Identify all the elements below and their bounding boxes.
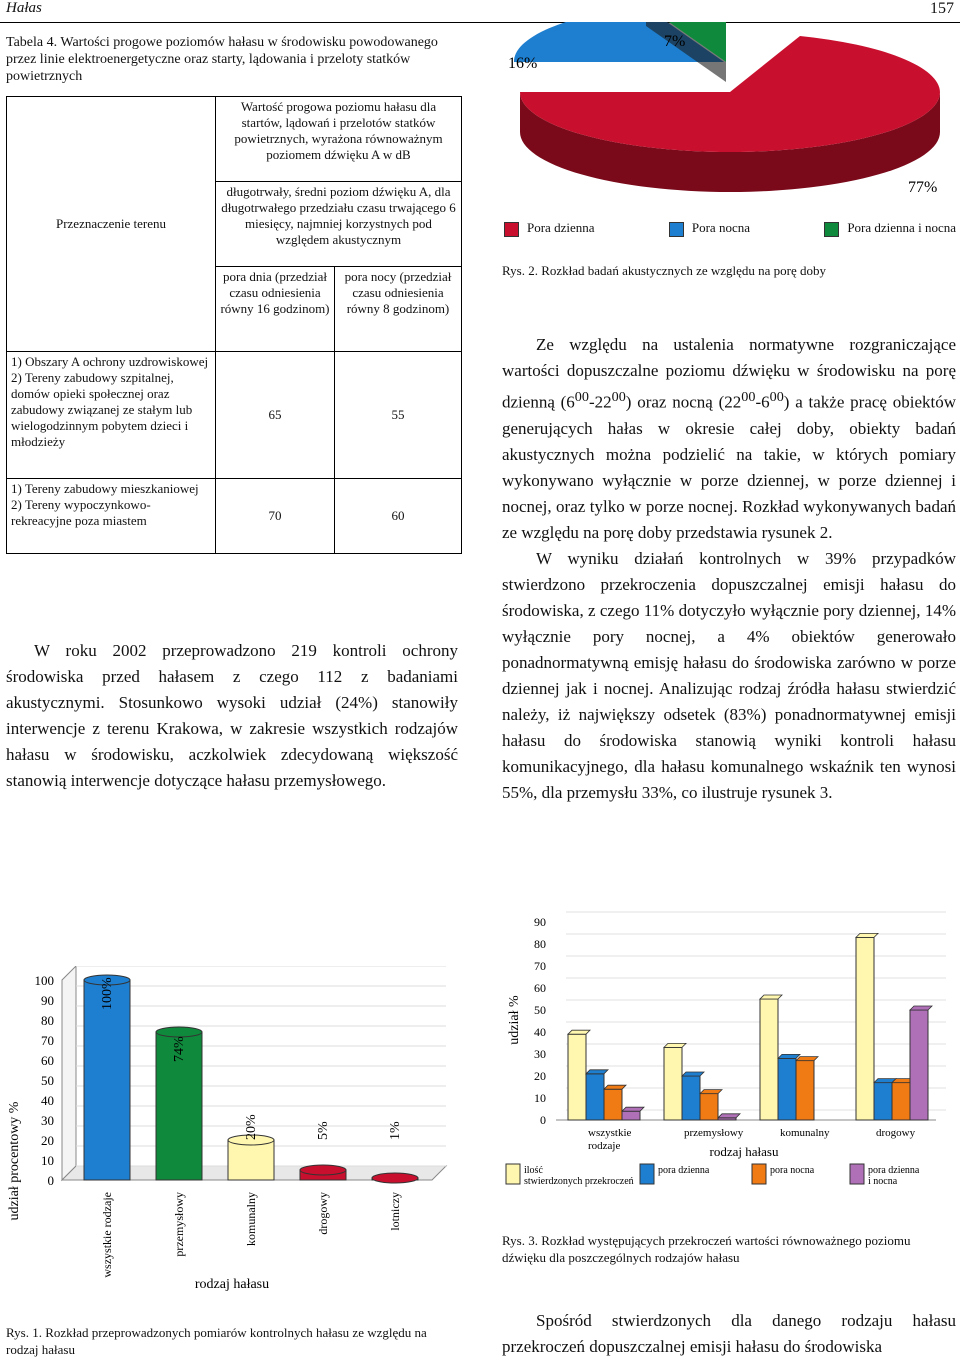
- y-tick-label: 50: [534, 1003, 546, 1017]
- bar-value-label: 74%: [172, 1036, 187, 1062]
- pie-3d: [508, 22, 940, 196]
- legend-item: Pora dzienna: [504, 220, 595, 237]
- bar-value-label: 5%: [316, 1121, 331, 1140]
- y-axis-label: udział %: [507, 995, 522, 1045]
- legend-label: ilość: [524, 1165, 543, 1176]
- figure-2-caption: Rys. 2. Rozkład badań akustycznych ze względu na porę doby: [502, 263, 827, 278]
- table-header-night: pora nocy (przedział czasu odniesienia równy 8 godzinom): [335, 267, 462, 352]
- y-tick-label: 40: [41, 1093, 54, 1108]
- bar-top: [664, 1043, 686, 1047]
- table-caption: Tabela 4. Wartości progowe poziomów hałasu w środowisku powodowanego przez linie elektroenergetyczne oraz starty, lądowania i przeloty statków powietrznych: [6, 35, 438, 84]
- x-axis-label: rodzaj hałasu: [194, 1277, 270, 1292]
- x-tick-label: wszystkie rodzaje: [100, 1192, 114, 1278]
- table-row-2-night: 60: [335, 479, 462, 554]
- area-item: 2) Tereny wypoczynkowo-rekreacyjne poza miastem: [11, 497, 151, 528]
- x-tick-label: lotniczy: [388, 1192, 402, 1231]
- table-row-1-day: 65: [216, 352, 335, 479]
- figure-1-caption: Rys. 1. Rozkład przeprowadzonych pomiarów kontrolnych hałasu ze względu na rodzaj hałasu: [6, 1325, 427, 1357]
- legend-swatch: [640, 1164, 654, 1184]
- bar-top: [718, 1114, 740, 1118]
- bar-top: [604, 1085, 626, 1089]
- y-tick-label: 50: [41, 1073, 54, 1088]
- bar-top: [760, 995, 782, 999]
- paragraph-time-of-day: Ze względu na ustalenia normatywne rozgraniczające wartości dopuszczalne poziomu dźwięku w środowisku na porę dzienną $(6^{00}-22^{00})$ oraz nocną $(22^{00}-6^{00})$ a także pracę obiektów generujących hałas w okresie całej doby, obiekty badań akustycznych można podzielić na takie, w których pomiary wykonywano wyłącznie w porze dziennej, w porze dziennej i nocnej, oraz tylko w porze nocnej. Rozkład wykonywanych badań ze względu na porę doby przedstawia rysunek 2.: [502, 335, 956, 542]
- legend-label: i nocna: [868, 1176, 898, 1187]
- bar-top: [300, 1165, 346, 1175]
- bar-value-label: 100%: [100, 977, 115, 1010]
- bar: [604, 1089, 622, 1120]
- y-tick-label: 10: [534, 1091, 546, 1105]
- bar: [586, 1074, 604, 1120]
- bar-top: [700, 1090, 722, 1094]
- bar-value-label: 20%: [244, 1114, 259, 1140]
- legend-swatch: [850, 1164, 864, 1184]
- noise-threshold-table: [6, 96, 462, 554]
- figure-3-caption: Rys. 3. Rozkład występujących przekroczeń wartości równoważnego poziomu dźwięku dla poszczególnych rodzajów hałasu: [502, 1233, 911, 1265]
- y-tick-label: 100: [34, 973, 54, 988]
- legend-swatch-green: [824, 222, 839, 237]
- legend-item: Pora dzienna i nocna: [824, 220, 956, 237]
- y-tick-label: 20: [41, 1133, 54, 1148]
- chart-wall: [62, 966, 76, 1180]
- bar: [796, 1061, 814, 1120]
- y-tick-label: 30: [41, 1113, 54, 1128]
- legend-item: Pora nocna: [669, 220, 750, 237]
- y-tick-label: 40: [534, 1025, 546, 1039]
- paragraph-inspections: W roku 2002 przeprowadzono 219 kontroli ochrony środowiska przed hałasem z czego 112 z badaniami akustycznymi. Stosunkowo wysoki udział (24%) stanowiły interwencje z terenu Krakowa, w zakresie wszystkich rodzajów hałasu w środowisku, aczkolwiek zdecydowaną większość stanowią interwencje dotyczące hałasu przemysłowego.: [6, 641, 458, 790]
- x-tick-label: komunalny: [780, 1127, 830, 1139]
- bar: [874, 1083, 892, 1120]
- bar: [228, 1140, 274, 1180]
- bar: [664, 1047, 682, 1120]
- legend-swatch-blue: [669, 222, 684, 237]
- bar-top: [778, 1054, 800, 1058]
- area-item: 2) Tereny zabudowy szpitalnej, domów opieki społecznej oraz zabudowy związanej ze stałym lub wielogodzinnym pobytem dzieci i młodzieży: [11, 370, 193, 449]
- legend-swatch: [752, 1164, 766, 1184]
- bar-chart-exceedances: [496, 910, 960, 1200]
- paragraph-exceedances: W wyniku działań kontrolnych w 39% przypadków stwierdzono przekroczenia dopuszczalnej emisji hałasu do środowiska, z czego 11% dotyczyło wyłącznie pory dziennej, 14% wyłącznie pory nocnej, a 4% obiektów generowało ponadnormatywną emisję hałasu do środowiska zarówno w porze dziennej jak i nocnej. Analizując rodzaj źródła hałasu stwierdzić należy, iż największy odsetek (83%) ponadnormatywnej emisji hałasu do środowiska stanowią wyniki kontroli hałasu komunikacyjnego, dla hałasu komunalnego wskaźnik ten wynosi 55%, dla przemysłu 33%, co ilustruje rysunek 3.: [502, 548, 956, 802]
- legend-label: pora dzienna: [868, 1165, 920, 1176]
- bar: [892, 1083, 910, 1120]
- y-tick-label: 20: [534, 1069, 546, 1083]
- y-tick-label: 70: [41, 1033, 54, 1048]
- pie-chart: [500, 22, 960, 242]
- y-tick-label: 0: [540, 1113, 546, 1127]
- bar-top: [586, 1070, 608, 1074]
- y-tick-label: 10: [41, 1153, 54, 1168]
- bar-chart-legend: [506, 1164, 920, 1187]
- bar: [700, 1094, 718, 1120]
- pie-label: 7%: [664, 33, 686, 50]
- bar-top: [372, 1173, 418, 1183]
- running-header-author: Hałas: [6, 0, 42, 16]
- bar-top: [796, 1057, 818, 1061]
- y-tick-label: 80: [534, 937, 546, 951]
- table-row-1-areas: [7, 352, 216, 479]
- bar: [856, 937, 874, 1120]
- y-tick-label: 30: [534, 1047, 546, 1061]
- bar: [622, 1111, 640, 1120]
- legend-label: stwierdzonych przekroczeń: [524, 1176, 634, 1187]
- legend-swatch: [506, 1164, 520, 1184]
- bar: [778, 1058, 796, 1120]
- page-number: 157: [930, 0, 954, 17]
- bar: [682, 1076, 700, 1120]
- y-tick-label: 0: [47, 1173, 54, 1188]
- bar-top: [910, 1006, 932, 1010]
- x-tick-label: przemysłowy: [172, 1192, 186, 1257]
- bar: [910, 1010, 928, 1120]
- legend-swatch-red: [504, 222, 519, 237]
- table-header-day: pora dnia (przedział czasu odniesienia równy 16 godzinom): [216, 267, 335, 352]
- y-tick-label: 60: [41, 1053, 54, 1068]
- x-axis-label: rodzaj hałasu: [709, 1144, 779, 1159]
- table-row-1-night: 55: [335, 352, 462, 479]
- bar-top: [156, 1027, 202, 1037]
- y-tick-label: 80: [41, 1013, 54, 1028]
- y-tick-label: 60: [534, 981, 546, 995]
- y-tick-label: 90: [534, 915, 546, 929]
- bar: [568, 1034, 586, 1120]
- y-tick-label: 70: [534, 959, 546, 973]
- x-tick-label: przemysłowy: [684, 1127, 744, 1139]
- pie-label: 16%: [508, 55, 538, 72]
- table-row-2-day: 70: [216, 479, 335, 554]
- bar-value-label: 1%: [388, 1121, 403, 1140]
- area-item: 1) Obszary A ochrony uzdrowiskowej: [11, 354, 209, 369]
- bar-top: [568, 1030, 590, 1034]
- pie-legend: [504, 220, 956, 237]
- x-tick-label: drogowy: [876, 1127, 916, 1139]
- paragraph-block-right: [502, 332, 956, 806]
- bar-chart-measurements: [0, 966, 470, 1296]
- area-item: 1) Tereny zabudowy mieszkaniowej: [11, 481, 199, 496]
- pie-label: 77%: [908, 179, 938, 196]
- table-header-area: Przeznaczenie terenu: [7, 97, 216, 352]
- y-tick-label: 90: [41, 993, 54, 1008]
- legend-label: pora dzienna: [658, 1165, 710, 1176]
- paragraph-continuation: Spośród stwierdzonych dla danego rodzaju hałasu przekroczeń dopuszczalnej emisji hałasu do środowiska: [502, 1311, 956, 1356]
- table-header-threshold: Wartość progowa poziomu hałasu dla startów, lądowań i przelotów statków powietrznych, wyrażona równoważnym poziomem dźwięku A w dB: [216, 97, 462, 182]
- x-tick-label: drogowy: [316, 1192, 330, 1235]
- x-tick-label: komunalny: [244, 1192, 258, 1246]
- legend-label: pora nocna: [770, 1165, 815, 1176]
- table-row-2-areas: [7, 479, 216, 554]
- x-tick-label: rodzaje: [588, 1140, 621, 1152]
- bar: [760, 999, 778, 1120]
- bar-top: [622, 1107, 644, 1111]
- bar-top: [856, 933, 878, 937]
- table-header-longterm: długotrwały, średni poziom dźwięku A, dla długotrwałego przedziału czasu trwającego 6 miesięcy, najmniej korzystnych pod względem akustycznym: [216, 182, 462, 267]
- y-axis-label: udział procentowy %: [7, 1101, 22, 1221]
- bar-top: [682, 1072, 704, 1076]
- x-tick-label: wszystkie: [588, 1127, 632, 1139]
